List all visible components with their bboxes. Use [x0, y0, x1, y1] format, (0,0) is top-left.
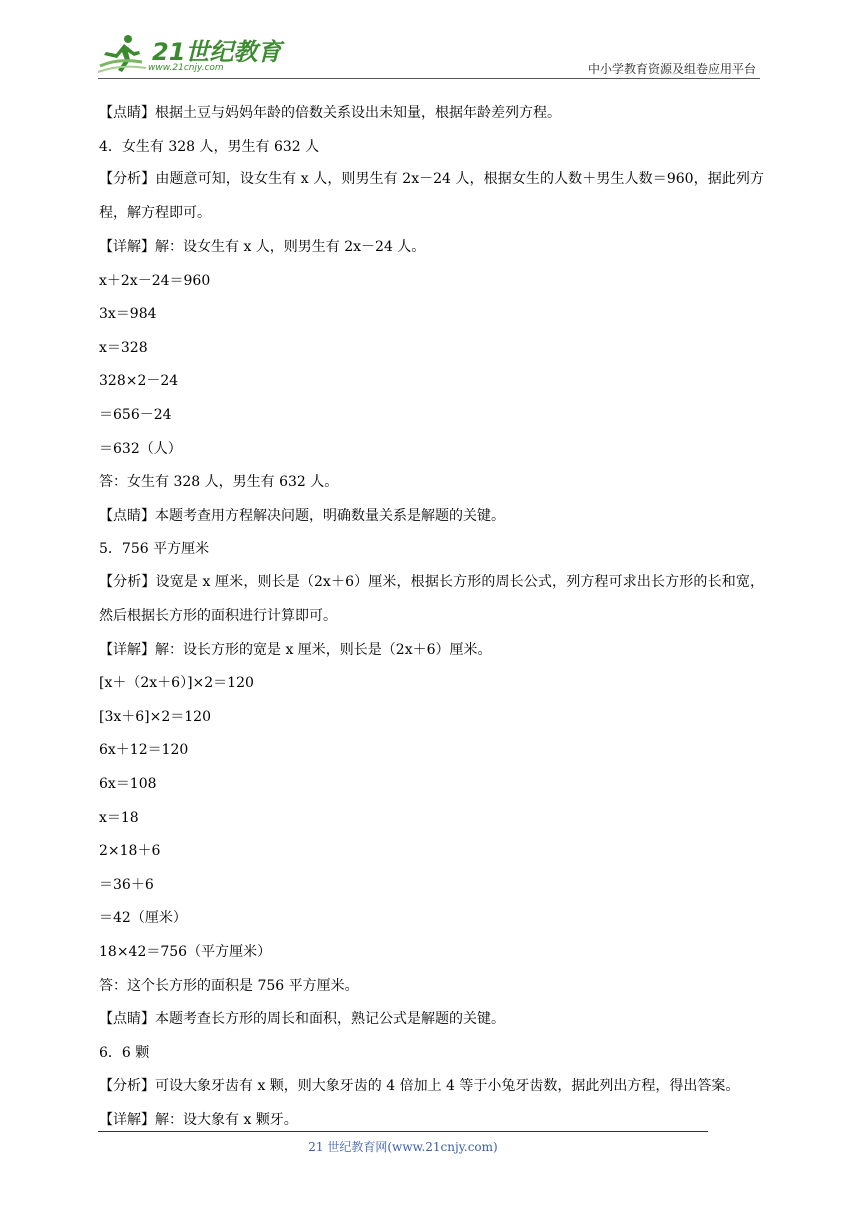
footer-divider [98, 1131, 708, 1132]
document-body [99, 103, 764, 1144]
equation-line: 3x＝984 [99, 306, 157, 323]
equation-line: ＝42（厘米） [99, 910, 187, 927]
logo-text: 21世纪教育 [152, 38, 282, 66]
answer-heading: 5．756 平方厘米 [99, 541, 210, 558]
equation-line: x＋2x－24＝960 [99, 272, 211, 289]
page-header [98, 28, 760, 78]
equation-line: ＝656－24 [99, 406, 172, 423]
text-line: 【详解】解：设大象有 x 颗牙。 [99, 1112, 298, 1128]
analysis-paragraph: 【分析】设宽是 x 厘米，则长是（2x＋6）厘米，根据长方形的周长公式，列方程可求出长方形的长和宽，然后根据长方形的面积进行计算即可。 [99, 573, 764, 624]
equation-line: 6x＝108 [99, 776, 157, 793]
analysis-paragraph: 【分析】由题意可知，设女生有 x 人，则男生有 2x－24 人，根据女生的人数＋男生人数＝960，据此列方程，解方程即可。 [99, 171, 764, 221]
text-line: 【分析】可设大象牙齿有 x 颗，则大象牙齿的 4 倍加上 4 等于小兔牙齿数，据此列出方程，得出答案。 [99, 1078, 740, 1095]
text-line: 答：女生有 328 人，男生有 632 人。 [99, 474, 339, 491]
header-divider [98, 78, 760, 79]
equation-line: ＝36＋6 [99, 876, 154, 893]
answer-heading: 4．女生有 328 人，男生有 632 人 [99, 138, 320, 155]
equation-line: x＝18 [99, 809, 139, 826]
text-line: 【详解】解：设长方形的宽是 x 厘米，则长是（2x＋6）厘米。 [99, 641, 492, 658]
logo [98, 32, 282, 76]
text-line: 【点睛】本题考查用方程解决问题，明确数量关系是解题的关键。 [99, 507, 505, 524]
equation-line: x＝328 [99, 339, 148, 356]
equation-line: 18×42＝756（平方厘米） [99, 944, 272, 961]
equation-line: 6x＋12＝120 [99, 742, 189, 759]
equation-line: [3x＋6]×2＝120 [99, 708, 211, 725]
platform-title: 中小学教育资源及组卷应用平台 [587, 62, 756, 76]
logo-url: www.21cnjy.com [148, 63, 224, 73]
text-line: 答：这个长方形的面积是 756 平方厘米。 [99, 977, 359, 994]
equation-line: 2×18＋6 [99, 843, 161, 860]
footer-link[interactable]: 21 世纪教育网(www.21cnjy.com) [308, 1140, 498, 1154]
text-line: 【详解】解：设女生有 x 人，则男生有 2x－24 人。 [99, 238, 426, 255]
equation-line: 328×2－24 [99, 373, 179, 390]
equation-line: ＝632（人） [99, 440, 182, 457]
text-line: 【点睛】本题考查长方形的周长和面积，熟记公式是解题的关键。 [99, 1011, 505, 1028]
answer-heading: 6．6 颗 [99, 1044, 150, 1061]
equation-line: [x＋（2x＋6）]×2＝120 [99, 675, 254, 692]
runner-logo-icon [98, 32, 150, 76]
text-line: 【点睛】根据土豆与妈妈年龄的倍数关系设出未知量，根据年龄差列方程。 [99, 105, 561, 121]
